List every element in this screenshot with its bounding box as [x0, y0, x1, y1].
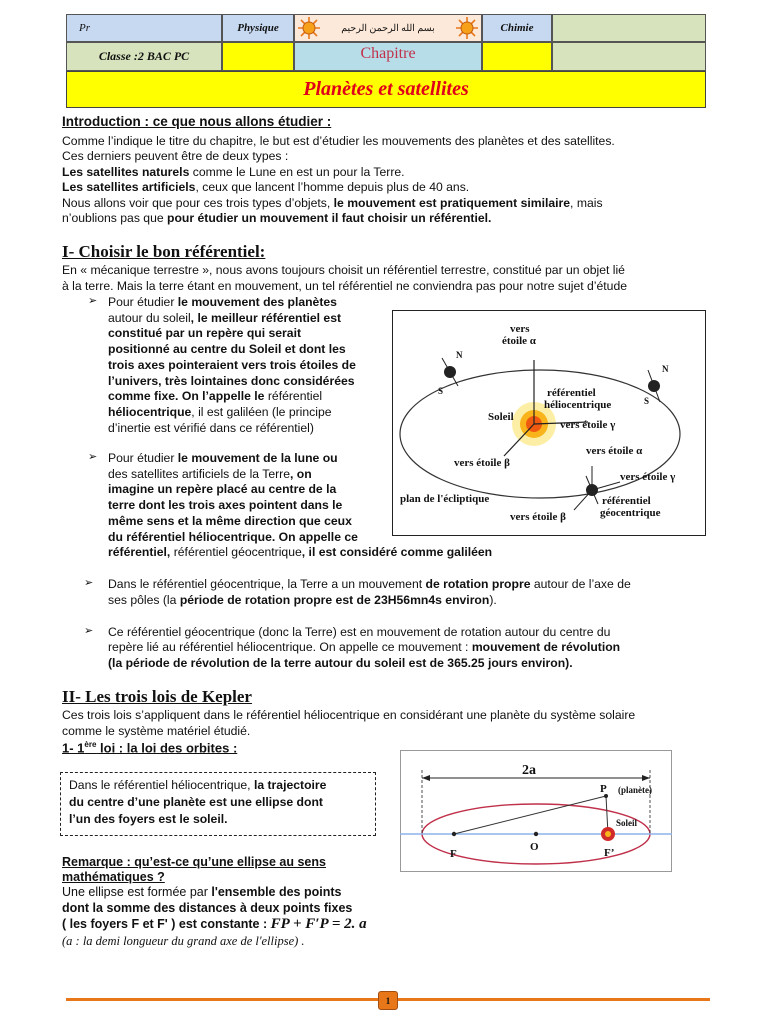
header-physique — [222, 14, 294, 42]
bullet-text: autour du soleil — [108, 310, 191, 325]
bullet-emphasis: imagine un repère placé au centre de la — [108, 482, 337, 497]
intro-heading: Introduction : ce que nous allons étudier : — [62, 114, 332, 129]
intro-text: n’oublions pas que — [62, 211, 168, 225]
chapitre-label: Chapitre — [360, 45, 416, 62]
intro-text: , mais — [570, 196, 603, 210]
intro-text: , ceux que lancent l’homme depuis plus de 40 ans. — [195, 180, 470, 194]
bullet-line — [108, 374, 378, 390]
arrow-bullet-icon: ➢ — [84, 577, 94, 589]
law-title: loi : la loi des orbites : — [96, 740, 238, 756]
bullet-line — [108, 545, 568, 561]
s1-text: repère lié au référentiel héliocentrique. On appelle ce mouvement : — [108, 640, 472, 654]
box-line-1 — [69, 777, 367, 794]
fig-beta-1: vers étoile β — [454, 457, 510, 469]
fig2-f: F — [450, 848, 457, 860]
classe-label: Classe :2 BAC PC — [98, 49, 190, 63]
fig-vers: vers — [510, 323, 530, 335]
s1-emphasis: mouvement de révolution — [471, 640, 621, 654]
fig-ref-geo-2: géocentrique — [600, 507, 661, 519]
bullet-text: d’inertie est vérifié dans ce référentiel) — [108, 420, 314, 435]
fig-n-label: N — [662, 364, 669, 374]
ellipse-def-line-2: dont la somme des distances à deux points fixes — [62, 901, 353, 915]
s1-para-1: En « mécanique terrestre », nous avons toujours choisit un référentiel terrestre, constitué par un objet lié — [62, 263, 625, 277]
fig-alpha-2: vers étoile α — [586, 445, 643, 457]
law-sup: ère — [84, 740, 97, 749]
s1-para-2: à la terre. Mais la terre étant en mouvement, un tel référentiel ne conviendra pas pour notre sujet d’étude — [62, 279, 628, 293]
header-yellow-right — [482, 42, 552, 71]
bullet-emphasis: l’univers, très lointaines donc considérées — [108, 373, 355, 388]
bullet-emphasis: le mouvement des planètes — [177, 295, 337, 309]
def-emphasis: ( les foyers F et F' ) est constante : — [62, 917, 271, 931]
fig-soleil: Soleil — [488, 411, 514, 423]
bullet-heliocentric — [108, 295, 378, 436]
fig-ref-helio-2: héliocentrique — [544, 399, 612, 411]
bullet-emphasis: héliocentrique — [108, 404, 192, 419]
page-number-badge — [378, 991, 398, 1010]
bullet-emphasis: même sens et la même direction que ceux — [108, 513, 352, 528]
s1-text: autour de l’axe de — [530, 577, 631, 591]
bullet-line — [108, 342, 378, 358]
bullet-line — [108, 421, 378, 437]
intro-line-2: Ces derniers peuvent être de deux types : — [62, 149, 289, 163]
bullet-emphasis: le mouvement de la lune ou — [177, 451, 338, 465]
bullet-emphasis: , on — [290, 466, 312, 481]
s1-emphasis: de rotation propre — [425, 577, 531, 591]
bullet-line — [108, 311, 378, 327]
bullet-text: , il est galiléen (le principe — [191, 404, 332, 419]
intro-line-5 — [62, 196, 706, 211]
arrow-bullet-icon: ➢ — [88, 295, 98, 307]
header-basmala — [294, 14, 482, 42]
law-number: 1- 1 — [62, 740, 85, 756]
section-2-heading: II- Les trois lois de Kepler — [62, 687, 252, 706]
s1-bullet-4-line-3: (la période de révolution de la terre autour du soleil est de 365.25 jours environ). — [108, 656, 573, 670]
title-banner — [66, 71, 706, 108]
pr-label: Pr — [79, 22, 90, 34]
header-yellow-left — [222, 42, 294, 71]
intro-line-1: Comme l’indique le titre du chapitre, le but est d’étudier les mouvements des planètes et des satellites. — [62, 134, 615, 148]
box-line-2: du centre d’une planète est une ellipse dont — [69, 795, 323, 809]
intro-artificial-satellites: Les satellites artificiels — [62, 180, 196, 194]
fig2-p: P — [600, 783, 607, 795]
bullet-line — [108, 295, 378, 311]
sun-icon — [297, 16, 321, 43]
fig-ref-geo-1: référentiel — [602, 495, 651, 507]
bullet-emphasis: positionné au centre du Soleil et dont les — [108, 342, 346, 357]
fig-ecliptique: plan de l'écliptique — [400, 493, 490, 505]
header-right-bottom — [552, 42, 706, 71]
s2-para-1: Ces trois lois s’appliquent dans le référentiel héliocentrique en considérant une planète du système solaire — [62, 708, 636, 722]
page-title: Planètes et satellites — [303, 78, 469, 100]
header-chapitre — [294, 42, 482, 71]
ellipse-formula: FP + F′P = 2. a — [270, 916, 367, 932]
s1-bullet-3-line-1 — [108, 577, 706, 592]
intro-line-4 — [62, 180, 706, 195]
sun-icon — [601, 827, 615, 841]
bullet-emphasis: terre dont les trois axes pointent dans le — [108, 498, 343, 513]
s1-text: Dans le référentiel géocentrique, la Terre a un mouvement — [108, 577, 426, 591]
fig-ref-helio-1: référentiel — [547, 387, 596, 399]
page-number: 1 — [385, 995, 391, 1006]
def-emphasis: l'ensemble des points — [211, 885, 342, 899]
arrow-bullet-icon: ➢ — [84, 625, 94, 637]
fig-gamma-1: vers étoile γ — [560, 419, 616, 431]
s1-emphasis: période de rotation propre est de 23H56mn4s environ — [179, 593, 490, 607]
bullet-emphasis: constitué par un repère qui serait — [108, 326, 302, 341]
physique-label: Physique — [237, 22, 279, 34]
fig-n-label: N — [456, 350, 463, 360]
remark-line-2: mathématiques ? — [62, 870, 165, 884]
ellipse-def-line-1 — [62, 885, 706, 900]
s1-bullet-4-line-2 — [108, 640, 706, 655]
bullet-line — [108, 389, 378, 405]
bullet-emphasis: , le meilleur référentiel est — [190, 310, 342, 325]
sun-icon — [455, 16, 479, 43]
basmala-text: بسم الله الرحمن الرحيم — [341, 23, 435, 34]
fig2-fprime: F’ — [604, 847, 615, 859]
intro-text: comme le Lune en est un pour la Terre. — [189, 165, 405, 179]
box-emphasis: la trajectoire — [253, 778, 327, 792]
ellipse-figure — [400, 750, 672, 872]
fig2-planete: (planète) — [618, 785, 652, 795]
s2-para-2: comme le système matériel étudié. — [62, 724, 251, 738]
remark-heading — [62, 855, 326, 885]
arrow-bullet-icon: ➢ — [88, 451, 98, 463]
kepler-law-1-heading — [62, 740, 237, 755]
bullet-text: référentiel géocentrique — [173, 545, 302, 560]
bullet-emphasis: du référentiel héliocentrique. On appelle ce — [108, 529, 358, 544]
bullet-line — [108, 405, 378, 421]
fig-gamma-2: vers étoile γ — [620, 471, 676, 483]
header-chimie — [482, 14, 552, 42]
intro-text: Nous allons voir que pour ces trois types d’objets, — [62, 196, 334, 210]
header-right-top — [552, 14, 706, 42]
intro-emphasis: pour étudier un mouvement il faut choisir un référentiel. — [167, 211, 492, 225]
box-line-3: l’un des foyers est le soleil. — [69, 812, 228, 826]
bullet-emphasis: , il est considéré comme galiléen — [301, 545, 493, 560]
chimie-label: Chimie — [500, 22, 534, 34]
fig2-twoa: 2a — [522, 763, 536, 778]
s1-bullet-3-line-2 — [108, 593, 706, 608]
bullet-line — [108, 326, 378, 342]
ellipse-def-line-4: (a : la demi longueur du grand axe de l'ellipse) . — [62, 934, 305, 948]
bullet-emphasis: référentiel, — [108, 545, 174, 560]
intro-emphasis: le mouvement est pratiquement similaire — [333, 196, 571, 210]
def-text: Une ellipse est formée par — [62, 885, 212, 899]
box-text: Dans le référentiel héliocentrique, — [69, 778, 254, 792]
fig-etoile-alpha-1: étoile α — [502, 335, 536, 347]
fig2-soleil: Soleil — [616, 818, 638, 828]
law-1-statement-box — [60, 772, 376, 836]
header-classe — [66, 42, 222, 71]
fig-beta-2: vers étoile β — [510, 511, 566, 523]
bullet-emphasis: comme fixe. On l’appelle le — [108, 389, 268, 404]
s1-text: ). — [489, 593, 497, 607]
bullet-text: Pour étudier — [108, 295, 178, 309]
remark-line-1: Remarque : qu’est-ce qu’une ellipse au sens — [62, 855, 326, 869]
bullet-text: référentiel — [267, 389, 323, 404]
fig-s-label: S — [644, 396, 650, 406]
intro-natural-satellites: Les satellites naturels — [62, 165, 190, 179]
s1-text: ses pôles (la — [108, 593, 180, 607]
header-pr — [66, 14, 222, 42]
bullet-text: Pour étudier — [108, 451, 178, 465]
intro-line-3 — [62, 165, 706, 180]
s1-bullet-4-line-1: Ce référentiel géocentrique (donc la Terre) est en mouvement de rotation autour du centre du — [108, 625, 611, 639]
section-1-heading: I- Choisir le bon référentiel: — [62, 242, 266, 261]
bullet-line — [108, 358, 378, 374]
heliocentric-figure — [392, 310, 706, 536]
bullet-emphasis: trois axes pointeraient vers trois étoiles de — [108, 357, 356, 372]
intro-line-6 — [62, 211, 706, 226]
bullet-text: des satellites artificiels de la Terre — [108, 466, 290, 481]
fig2-o: O — [530, 841, 539, 853]
fig-s-label: S — [438, 386, 444, 396]
ellipse-def-line-3 — [62, 917, 706, 932]
